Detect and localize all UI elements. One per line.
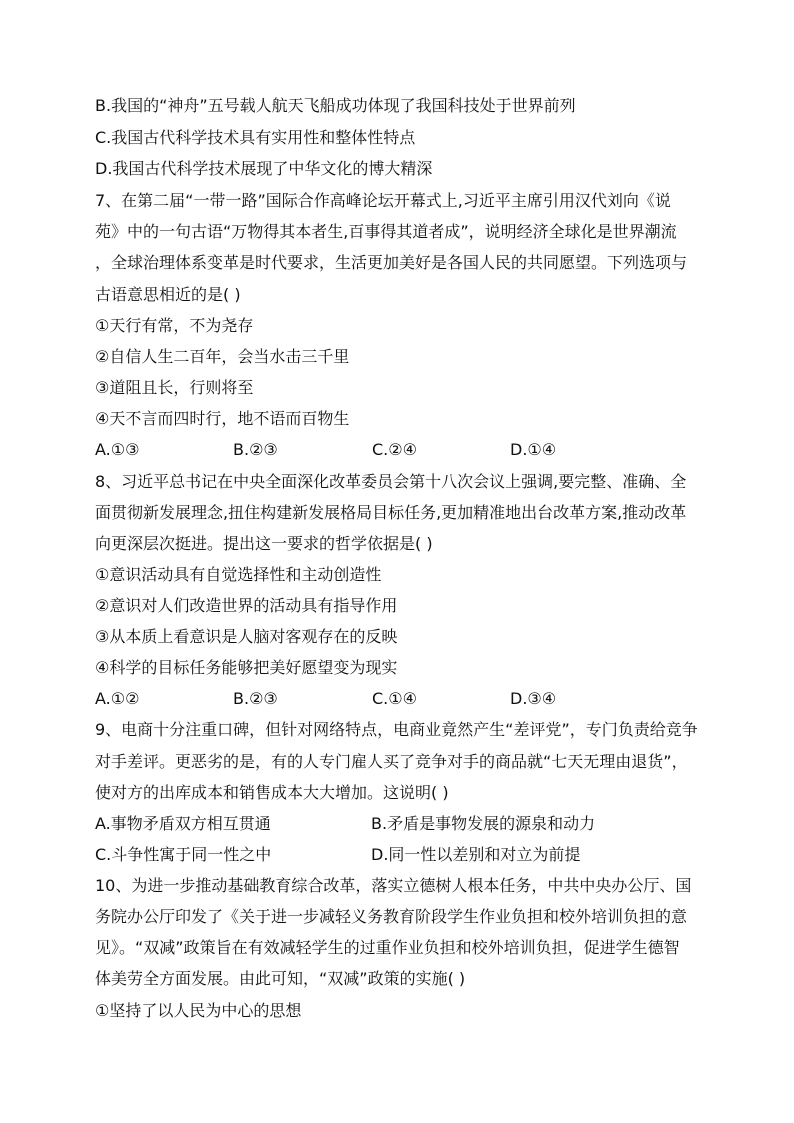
q8-stem-line-1: 8、习近平总书记在中央全面深化改革委员会第十八次会议上强调,要完整、准确、全: [95, 472, 687, 491]
q8-item-2: ②意识对人们改造世界的活动具有指导作用: [95, 596, 398, 615]
q8-choice-c: C.①④: [372, 689, 417, 708]
q9-choice-c: C.斗争性寓于同一性之中: [95, 845, 272, 864]
q6-option-c: C.我国古代科学技术具有实用性和整体性特点: [95, 128, 416, 147]
q7-choice-c: C.②④: [372, 440, 417, 459]
q7-choice-d: D.①④: [510, 440, 557, 459]
q8-stem-line-3: 向更深层次挺进。提出这一要求的哲学依据是( ): [95, 534, 433, 553]
q7-choice-b: B.②③: [233, 440, 278, 459]
q7-stem-line-2: 苑》中的一句古语“万物得其本者生,百事得其道者成”，说明经济全球化是世界潮流: [95, 222, 677, 241]
q7-stem-line-4: 古语意思相近的是( ): [95, 285, 241, 304]
q7-choice-a: A.①③: [95, 440, 140, 459]
q10-stem-line-2: 务院办公厅印发了《关于进一步减轻义务教育阶段学生作业负担和校外培训负担的意: [95, 907, 688, 926]
q7-stem-line-1: 7、在第二届“一带一路”国际合作高峰论坛开幕式上,习近平主席引用汉代刘向《说: [95, 191, 671, 210]
q9-stem-line-3: 使对方的出库成本和销售成本大大增加。这说明( ): [95, 783, 449, 802]
q8-item-4: ④科学的目标任务能够把美好愿望变为现实: [95, 658, 398, 677]
q9-stem-line-1: 9、电商十分注重口碑，但针对网络特点，电商业竟然产生“差评党”，专门负责给竞争: [95, 720, 698, 739]
q10-item-1: ①坚持了以人民为中心的思想: [95, 1001, 302, 1020]
q9-choice-a: A.事物矛盾双方相互贯通: [95, 814, 271, 833]
q6-option-d: D.我国古代科学技术展现了中华文化的博大精深: [95, 159, 433, 178]
q8-choice-b: B.②③: [233, 689, 278, 708]
q8-stem-line-2: 面贯彻新发展理念,扭住构建新发展格局目标任务,更加精准地出台改革方案,推动改革: [95, 503, 687, 522]
q7-stem-line-3: ，全球治理体系变革是时代要求，生活更加美好是各国人民的共同愿望。下列选项与: [95, 253, 688, 272]
q9-choice-d: D.同一性以差别和对立为前提: [371, 845, 581, 864]
q8-choice-a: A.①②: [95, 689, 140, 708]
q8-choice-d: D.③④: [510, 689, 557, 708]
q6-option-b: B.我国的“神舟”五号载人航天飞船成功体现了我国科技处于世界前列: [95, 96, 576, 115]
q10-stem-line-4: 体美劳全方面发展。由此可知，“双减”政策的实施( ): [95, 969, 466, 988]
q10-stem-line-3: 见》。“双减”政策旨在有效减轻学生的过重作业负担和校外培训负担，促进学生德智: [95, 938, 680, 957]
q9-stem-line-2: 对手差评。更恶劣的是，有的人专门雇人买了竞争对手的商品就“七天无理由退货”，: [95, 752, 688, 771]
q7-item-4: ④天不言而四时行，地不语而百物生: [95, 409, 350, 428]
q10-stem-line-1: 10、为进一步推动基础教育综合改革，落实立德树人根本任务，中共中央办公厅、国: [95, 876, 692, 895]
q9-choice-b: B.矛盾是事物发展的源泉和动力: [371, 814, 596, 833]
q7-item-2: ②自信人生二百年，会当水击三千里: [95, 347, 350, 366]
q8-item-3: ③从本质上看意识是人脑对客观存在的反映: [95, 627, 398, 646]
q7-item-1: ①天行有常，不为尧存: [95, 316, 254, 335]
q7-item-3: ③道阻且长，行则将至: [95, 378, 254, 397]
q8-item-1: ①意识活动具有自觉选择性和主动创造性: [95, 565, 382, 584]
